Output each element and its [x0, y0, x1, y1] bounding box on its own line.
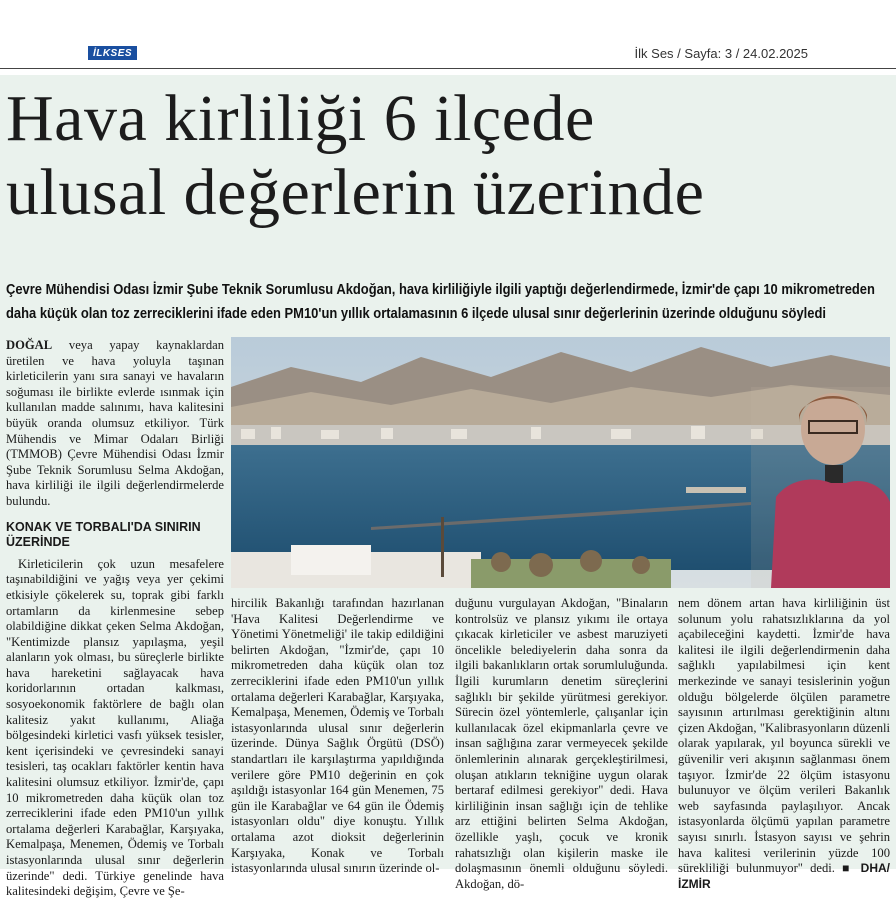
publication-logo: İLKSES — [88, 46, 137, 60]
intro-lead-word: DOĞAL — [6, 338, 53, 352]
text-column-1 — [6, 338, 224, 900]
headline — [6, 82, 890, 230]
text-column-4 — [678, 596, 890, 892]
intro-paragraph — [6, 338, 224, 510]
text-column-3 — [455, 596, 668, 892]
source-line: İlk Ses / Sayfa: 3 / 24.02.2025 — [634, 46, 808, 61]
intro-text: veya yapay kaynaklardan üretilen ve hava yoluyla taşınan kirleticilerin yanı sıra sanayi ve havaların soğuması ile birlikte evlerde ısınmak için kullanılan madde salınımı, hava kalitesini büyük oranda olumsuz etkiliyor. Türk Mühendis ve Mimar Odaları Birliği (TMMOB) Çevre Mühendisi Odası İzmir Şube Teknik Sorumlusu Selma Akdoğan, hava kirliliği ile ilgili değerlendirmelerde bulundu. — [6, 338, 224, 508]
header-divider — [0, 68, 896, 69]
column-2-body: hircilik Bakanlığı tarafından hazırlanan 'Hava Kalitesi Değerlendirme ve Yönetimi Yönetmeliği' ile takip edildiğini belirten Akdoğan, "İzmir'de, çapı 10 mikrometreden daha küçük olan toz zerreciklerini ifade eden PM10'un yıllık ortalama değerleri Karabağlar, Karşıyaka, Kemalpaşa, Menemen, Ödemiş ve Torbalı istasyonlarında ulusal sınır değerlerin üzerinde. Dünya Sağlık Örgütü (DSÖ) standartları ile karşılaştırma yapıldığında verilere göre PM10 değerinin en çok aşıldığı istasyonlar 164 gün Menemen, 75 gün ile Karabağlar ve 64 gün ile Ödemiş istasyonları oldu" diye konuştu. Yıllık ortalama azot dioksit değerlerinin Karşıyaka, Konak ve Torbalı istasyonlarında ulusal sınırın üzerinde ol- — [231, 596, 444, 876]
article-photo — [231, 337, 890, 588]
lede — [6, 278, 890, 326]
page-header — [0, 0, 896, 70]
column-4-text: nem dönem artan hava kirliliğinin üst solunum yolu rahatsızlıklarına da yol açabileceğini kaydetti. İzmir'de hava kalitesi ile ilgili değerlendirmenin daha sağlıklı yapılabilmesi için kent merkezinde ve sanayi tesislerinin yoğun olduğu bölgelerde ölçülen parametre sayısının artırılması gerektiğinin altını çizen Akdoğan, "Kalibrasyonların düzenli olarak yapılarak, yıl boyunca sürekli ve güvenilir veri akışının sağlanması önem taşıyor. İzmir'de 22 ölçüm istasyonu bulunuyor ve ölçüm verileri Bakanlık web sayfasında paylaşılıyor. Ancak istasyonlarda ölçümü yapılan parametre sayısı sınırlı. İstasyon sayısı ve şehrin hava kalitesi verilerinin yüzde 100 sürekliliği bulunmuyor" dedi. — [678, 596, 890, 876]
lede-line-1: Çevre Mühendisi Odası İzmir Şube Teknik Sorumlusu Akdoğan, hava kirliliğiyle ilgili yaptığı değerlendirmede, İzmir'de çapı 10 mikrometreden — [6, 282, 875, 298]
column-1-body: Kirleticilerin çok uzun mesafelere taşınabildiğini ve yağış veya yer çekimi etkisiyle çökelerek su, toprak gibi farklı ortamların da kirlenmesine sebep olabildiğine dikkat çeken Selma Akdoğan, "Kentimizde plansız yapılaşma, yeşil alanların yok olması, bu süreçlerle birlikte hava hareketini sağlayacak hava koridorlarının ortadan kalkması, sosyoekonomik faktörlere de bağlı olan kalitesiz yakıt kullanımı, Aliağa bölgesindeki kirletici vasfı yüksek tesisler, kent içerisindeki ve çevresindeki sanayi tesisleri, taş ocakları faktörler kentin hava kalitesini olumsuz etkiliyor. İzmir'de, çapı 10 mikrometreden daha küçük olan toz zerreciklerini ifade eden PM10'un yıllık ortalama değerleri Karabağlar, Karşıyaka, Kemalpaşa, Menemen, Ödemiş ve Torbalı istasyonlarında ulusal sınır değerlerin üzerinde" dedi. Türkiye genelinde hava kalitesindeki değişim, Çevre ve Şe- — [6, 556, 224, 899]
text-column-2 — [231, 596, 444, 877]
headline-line-2: ulusal değerlerin üzerinde — [6, 156, 705, 229]
subheading: KONAK VE TORBALI'DA SINIRIN ÜZERİNDE — [6, 519, 201, 550]
byline-signature: ■ DHA/İZMİR — [678, 861, 890, 891]
city-bay-photo-icon — [231, 337, 890, 588]
column-3-body: duğunu vurgulayan Akdoğan, "Binaların kontrolsüz ve plansız yıkımı ile ortaya çıkacak kirleticiler ve asbest maruziyeti öncelikle belediyelerin daha sonra da ilgili bakanlıkların ortak sorumluluğunda. İlgili kurumların denetim süreçlerini sağlıklı bir şekilde yürütmesi gerekiyor. Sürecin özel yöntemlerle, çalışanlar için kullanılacak özel ekipmanlarla çevre ve insan sağlığına zarar vermeyecek şekilde önlemlerinin alınarak gerçekleştirilmesi, oluşan atıkların tekniğine uygun olarak bertaraf edilmesi gerekiyor" dedi. Hava kirliliğinin insan sağlığı için de tehlike arz ettiğini belirten Selma Akdoğan, özellikle yaşlı, çocuk ve kronik rahatsızlığı olan kişilerin maske ile dolaşmasının önemli olduğunu söyledi. Akdoğan, dö- — [455, 596, 668, 891]
lede-line-2: daha küçük olan toz zerreciklerini ifade eden PM10'un yıllık ortalamasının 6 ilçede ulusal sınır değerlerinin üzerinde olduğunu söyledi — [6, 306, 826, 322]
headline-line-1: Hava kirliliği 6 ilçede — [6, 82, 595, 155]
column-4-body — [678, 596, 890, 892]
